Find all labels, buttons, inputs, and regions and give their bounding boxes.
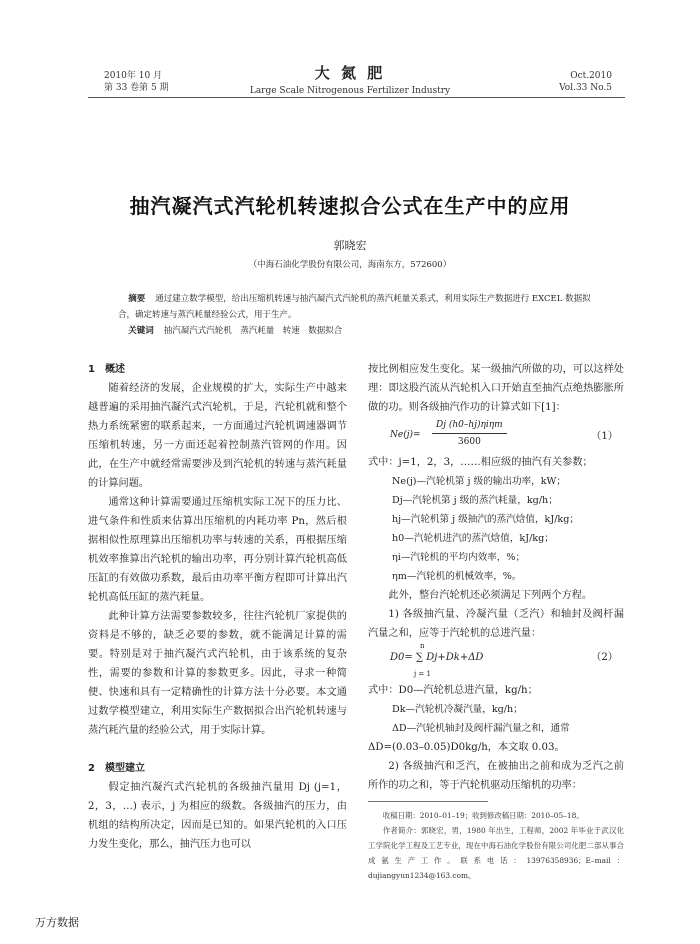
equation-2-where: 式中：D0—汽轮机总进汽量，kg/h； <box>368 685 538 696</box>
section-1-paragraph-3: 此种计算方法需要参数较多，往往汽轮机厂家提供的资料是不够的，缺乏必要的参数，就不能满足计算的需要。特别是对于抽汽凝汽式汽轮机，由于该系统的复杂性，需要的参数和计算的参数更多。因此，寻求一种简便、快速和具有一定精确性的计算方法十分必要。本文通过数学模型建立，利用实际生产数据拟合出汽轮机转速与蒸汽耗汽量的经验公式，用于实际计算。 <box>88 611 347 736</box>
equation-2-number: （2） <box>591 652 618 663</box>
section-1-paragraph-2: 通常这种计算需要通过压缩机实际工况下的压力比、进气条件和性质来估算出压缩机的内耗功率 Pn，然后根据相似性原理算出压缩机功率与转速的关系，再根据压缩机效率推算出汽轮机的输出功率，再分别计算汽轮机高低压缸的有效做功系数，最后由功率平衡方程即可计算出汽轮机高低压缸的蒸汽耗量。 <box>88 497 347 603</box>
header-month: Oct.2010 <box>570 71 612 81</box>
section-1-heading: 1 概述 <box>88 364 125 375</box>
definition-dk: Dk—汽轮机冷凝汽量，kg/h； <box>392 704 523 715</box>
definition-eta-m: ηm—汽轮机的机械效率，%。 <box>392 571 522 582</box>
definition-delta-d-value: ΔD=(0.03–0.05)D0kg/h，本文取 0.03。 <box>368 742 565 753</box>
right-paragraph-2: 此外，整台汽轮机还必须满足下列两个方程。 <box>388 590 593 601</box>
footnote-received-date: 收稿日期：2010–01–19；收到修改稿日期：2010–05–18。 <box>382 811 584 820</box>
keywords-label: 关键词 <box>128 326 154 336</box>
definition-ne: Ne(j)—汽轮机第 j 级的输出功率，kW； <box>392 476 566 487</box>
section-2-paragraph-1: 假定抽汽凝汽式汽轮机的各级抽汽量用 Dj (j=1，2，3，…) 表示，j 为相应的级数。各级抽汽的压力，由机组的结构所决定，因而是已知的。如果汽轮机的入口压力发生变化，那么，抽汽压力也可以 <box>88 782 347 850</box>
equation-1 <box>368 417 624 453</box>
equation-1-lhs: Ne(j)= <box>390 430 421 440</box>
equation-2 <box>368 643 624 681</box>
left-column <box>88 360 347 854</box>
equation-2-body: D0= ∑ Dj+Dk+ΔD <box>390 652 484 663</box>
keywords <box>118 323 603 339</box>
section-1-paragraph-1: 随着经济的发展，企业规模的扩大，实际生产中越来越普遍的采用抽汽凝汽式汽轮机，于是，汽轮机就和整个热力系统紧密的联系起来，一方面通过汽轮机调速器调节压缩机转速，另一方面还起着控制蒸汽管网的作用。因此，在生产中就经常需要涉及到汽轮机的转速与蒸汽耗量的计算问题。 <box>88 383 347 489</box>
article-affiliation: （中海石油化学股份有限公司，海南东方，572600） <box>248 260 452 270</box>
header-volume-line: 第 33 卷第 5 期 <box>104 83 169 93</box>
article-title: 抽汽凝汽式汽轮机转速拟合公式在生产中的应用 <box>129 194 571 218</box>
section-2-heading: 2 模型建立 <box>88 763 145 774</box>
right-column <box>368 360 624 883</box>
journal-english-name: Large Scale Nitrogenous Fertilizer Industry <box>249 86 451 96</box>
definition-h0: h0—汽轮机进汽的蒸汽焓值，kJ/kg； <box>392 533 554 544</box>
watermark: 万方数据 <box>35 916 79 929</box>
footnotes <box>368 808 624 883</box>
equation-1-fraction <box>432 417 507 450</box>
equation-1-where: 式中：j=1，2，3，……相应级的抽汽有关参数； <box>368 457 593 468</box>
footnote-author-bio: 作者简介：郭晓宏，男，1980 年出生，工程师，2002 年毕业于武汉化工学院化学工程及工艺专业，现在中海石油化学股份有限公司化肥二部从事合成氨生产工作。联系电话：13976358936；E–mail：dujiangyun1234@163.com。 <box>368 826 624 880</box>
article-author: 郭晓宏 <box>333 239 367 252</box>
header-vol-no: Vol.33 No.5 <box>559 83 612 93</box>
equation-2-sum-bottom: j = 1 <box>414 670 431 678</box>
right-paragraph-4: 2) 各级抽汽和乏汽，在被抽出之前和成为乏汽之前所作的功之和，等于汽轮机驱动压缩机的功率： <box>368 761 624 791</box>
definition-hj: hj—汽轮机第 j 级抽汽的蒸汽焓值，kJ/kg； <box>392 514 579 525</box>
equation-1-number: （1） <box>591 431 618 442</box>
equation-1-numerator: Dj (h0–hj)ηiηm <box>432 417 507 434</box>
equation-1-denominator: 3600 <box>457 437 481 447</box>
right-paragraph-1: 按比例相应发生变化。某一级抽汽所做的功，可以这样处理：即这股汽流从汽轮机入口开始直至抽汽点绝热膨胀所做的功。则各级抽汽作功的计算式如下[1]： <box>368 364 624 413</box>
abstract <box>118 291 603 323</box>
abstract-text: 通过建立数学模型，给出压缩机转速与抽汽凝汽式汽轮机的蒸汽耗量关系式，利用实际生产数据进行 EXCEL 数据拟合，确定转速与蒸汽耗量经验公式，用于生产。 <box>118 294 591 320</box>
definition-eta-i: ηi—汽轮机的平均内效率，%； <box>392 552 526 563</box>
right-paragraph-3: 1) 各级抽汽量、冷凝汽量（乏汽）和轴封及阀杆漏汽量之和，应等于汽轮机的总进汽量： <box>368 609 624 639</box>
header-rule <box>88 97 625 98</box>
equation-2-sum-top: n <box>420 642 425 650</box>
definition-dj: Dj—汽轮机第 j 级的蒸汽耗量，kg/h； <box>392 495 558 506</box>
definition-delta-d: ΔD—汽轮机轴封及阀杆漏汽量之和，通常 <box>392 723 570 734</box>
keywords-text: 抽汽凝汽式汽轮机 蒸汽耗量 转速 数据拟合 <box>163 326 343 336</box>
journal-logo: 大 氮 肥 <box>314 64 386 82</box>
header-issue <box>559 70 612 94</box>
footnote-rule <box>368 801 488 802</box>
abstract-block <box>118 291 603 339</box>
abstract-label: 摘要 <box>128 294 146 304</box>
header-date-line: 2010年 10 月 <box>104 71 163 81</box>
